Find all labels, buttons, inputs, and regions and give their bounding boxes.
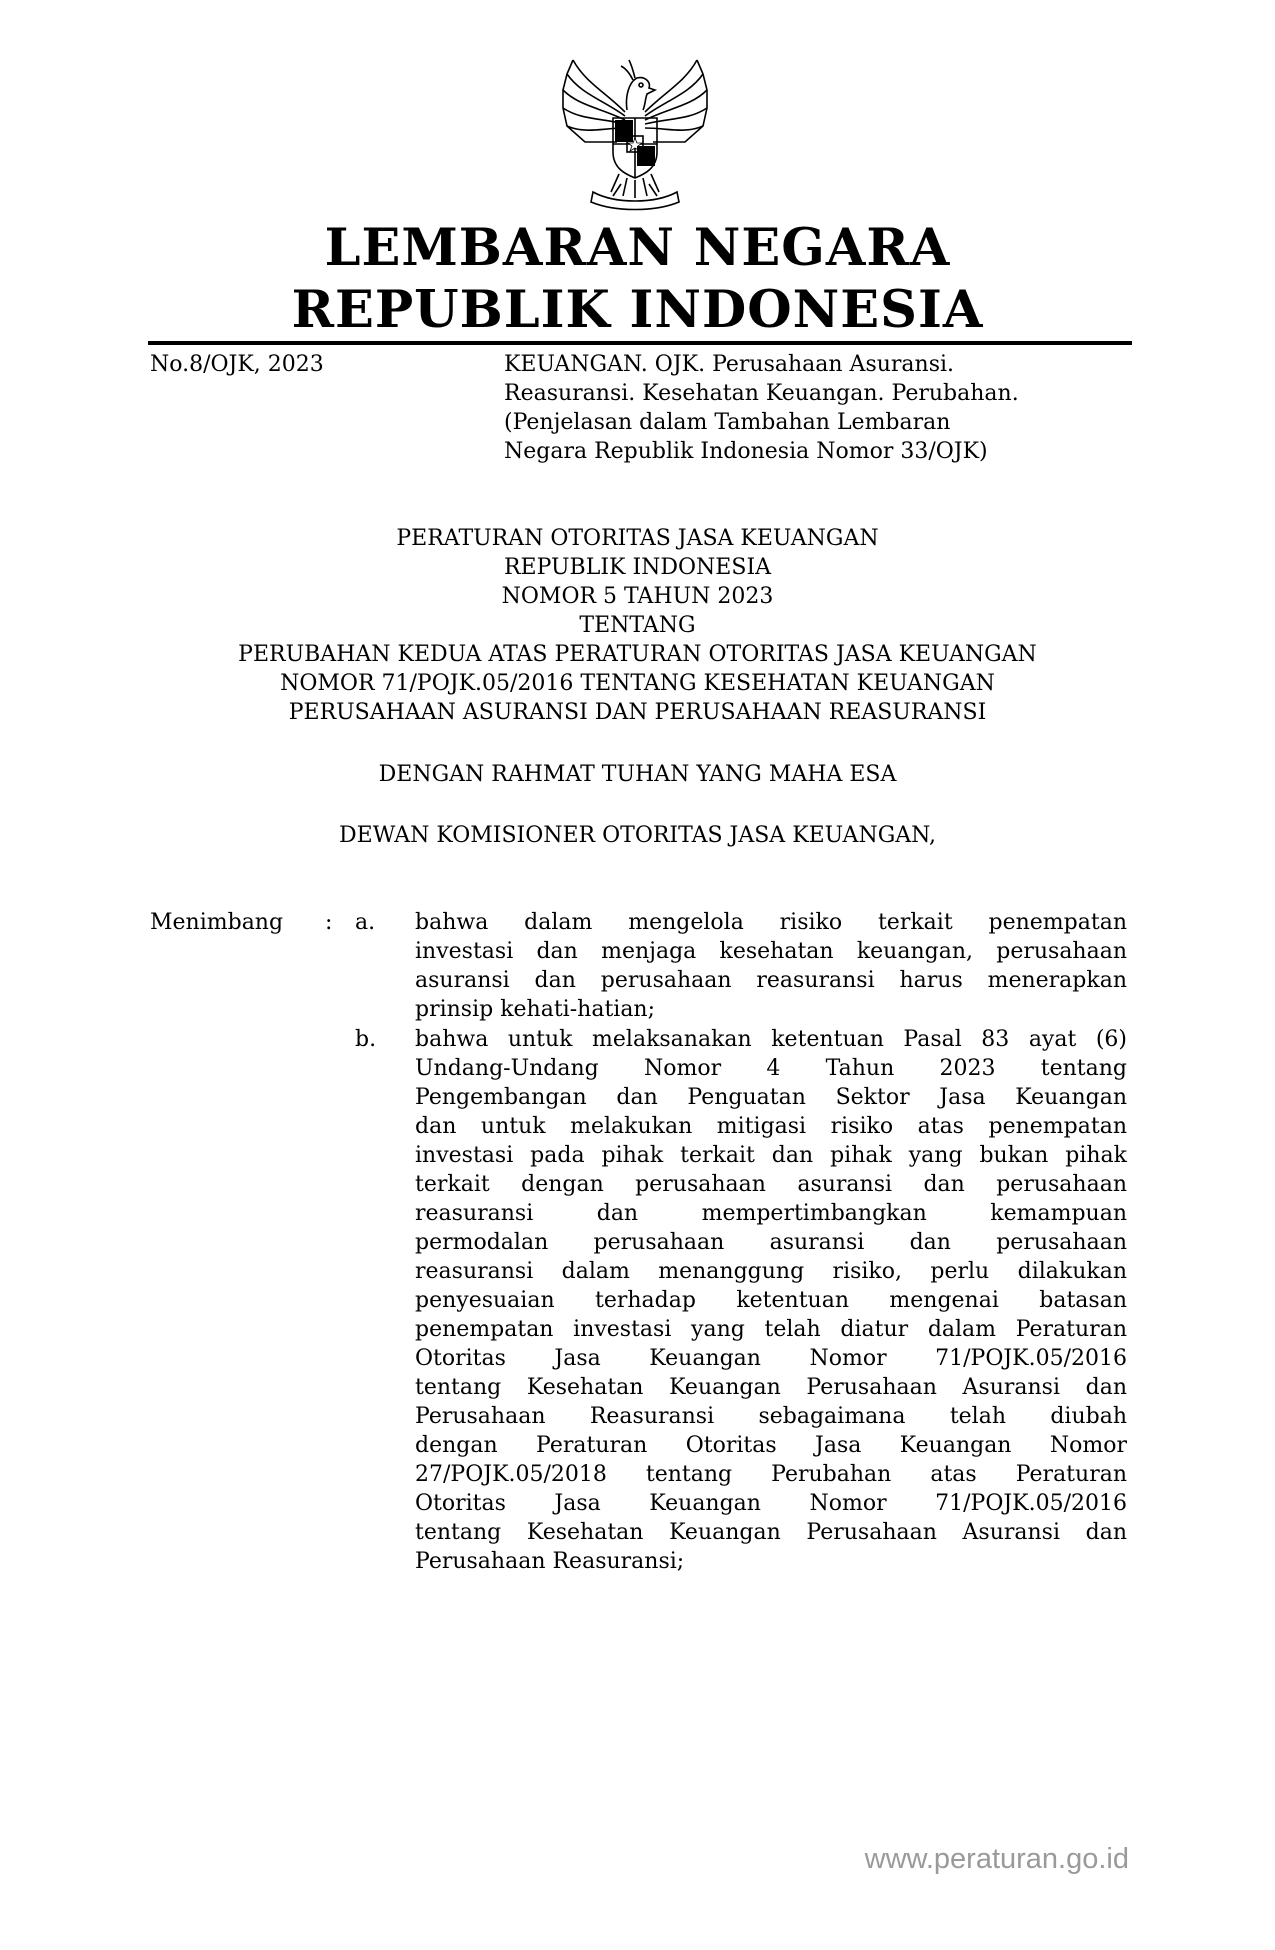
item-line: tentang Kesehatan Keuangan Perusahaan Asuransi dan (415, 1520, 1127, 1545)
item-line: dengan Peraturan Otoritas Jasa Keuangan Nomor (415, 1433, 1127, 1458)
title-line: TENTANG (579, 613, 696, 638)
title-line: PERUBAHAN KEDUA ATAS PERATURAN OTORITAS JASA KEUANGAN (238, 642, 1037, 667)
considering-colon: : (325, 910, 333, 935)
item-line: investasi dan menjaga kesehatan keuangan, perusahaan (415, 939, 1127, 964)
title-line: PERATURAN OTORITAS JASA KEUANGAN (396, 526, 879, 551)
item-line: bahwa untuk melaksanakan ketentuan Pasal 83 ayat (6) (415, 1027, 1127, 1052)
item-line: penempatan investasi yang telah diatur dalam Peraturan (415, 1317, 1127, 1342)
invocation: DENGAN RAHMAT TUHAN YANG MAHA ESA (378, 762, 897, 787)
title-line: PERUSAHAAN ASURANSI DAN PERUSAHAAN REASURANSI (288, 700, 987, 725)
title-line: NOMOR 71/POJK.05/2016 TENTANG KESEHATAN KEUANGAN (280, 671, 995, 696)
register-subject (504, 350, 1104, 466)
considering-label: Menimbang (150, 910, 284, 935)
item-letter: a. (355, 910, 376, 935)
subject-line: Reasuransi. Kesehatan Keuangan. Perubahan. (504, 381, 1019, 406)
item-line: reasuransi dan mempertimbangkan kemampuan (415, 1201, 1127, 1226)
title-line: NOMOR 5 TAHUN 2023 (501, 584, 774, 609)
item-line: Otoritas Jasa Keuangan Nomor 71/POJK.05/2016 (415, 1491, 1127, 1516)
masthead-title: LEMBARAN NEGARA (324, 218, 951, 278)
item-line: 27/POJK.05/2018 tentang Perubahan atas Peraturan (415, 1462, 1127, 1487)
item-line: Undang-Undang Nomor 4 Tahun 2023 tentang (415, 1056, 1127, 1081)
subject-line: Negara Republik Indonesia Nomor 33/OJK) (504, 439, 988, 464)
considering-item-a (415, 908, 1127, 1024)
item-line: bahwa dalam mengelola risiko terkait penempatan (415, 910, 1127, 935)
issuer: DEWAN KOMISIONER OTORITAS JASA KEUANGAN, (339, 823, 936, 848)
item-line: Perusahaan Reasuransi sebagaimana telah diubah (415, 1404, 1127, 1429)
masthead-divider (148, 341, 1132, 345)
regulation-title (0, 524, 1275, 727)
masthead-subtitle: REPUBLIK INDONESIA (291, 280, 984, 340)
register-number: No.8/OJK, 2023 (150, 352, 324, 377)
considering-item-b (415, 1025, 1127, 1576)
item-line: Perusahaan Reasuransi; (415, 1549, 685, 1574)
subject-line: (Penjelasan dalam Tambahan Lembaran (504, 410, 951, 435)
item-line: Otoritas Jasa Keuangan Nomor 71/POJK.05/2016 (415, 1346, 1127, 1371)
item-line: tentang Kesehatan Keuangan Perusahaan Asuransi dan (415, 1375, 1127, 1400)
item-line: investasi pada pihak terkait dan pihak yang bukan pihak (415, 1143, 1127, 1168)
subject-line: KEUANGAN. OJK. Perusahaan Asuransi. (504, 352, 955, 377)
item-line: permodalan perusahaan asuransi dan perusahaan (415, 1230, 1127, 1255)
item-line: asuransi dan perusahaan reasuransi harus menerapkan (415, 968, 1127, 993)
item-line: terkait dengan perusahaan asuransi dan perusahaan (415, 1172, 1127, 1197)
title-line: REPUBLIK INDONESIA (503, 555, 772, 580)
item-line: penyesuaian terhadap ketentuan mengenai batasan (415, 1288, 1127, 1313)
item-line: Pengembangan dan Penguatan Sektor Jasa Keuangan (415, 1085, 1127, 1110)
item-line: reasuransi dalam menanggung risiko, perlu dilakukan (415, 1259, 1127, 1284)
garuda-emblem-icon (555, 52, 715, 212)
item-line: dan untuk melakukan mitigasi risiko atas penempatan (415, 1114, 1127, 1139)
item-line: prinsip kehati-hatian; (415, 997, 656, 1022)
source-url-link[interactable]: www.peraturan.go.id (864, 1843, 1129, 1875)
item-letter: b. (355, 1027, 377, 1052)
